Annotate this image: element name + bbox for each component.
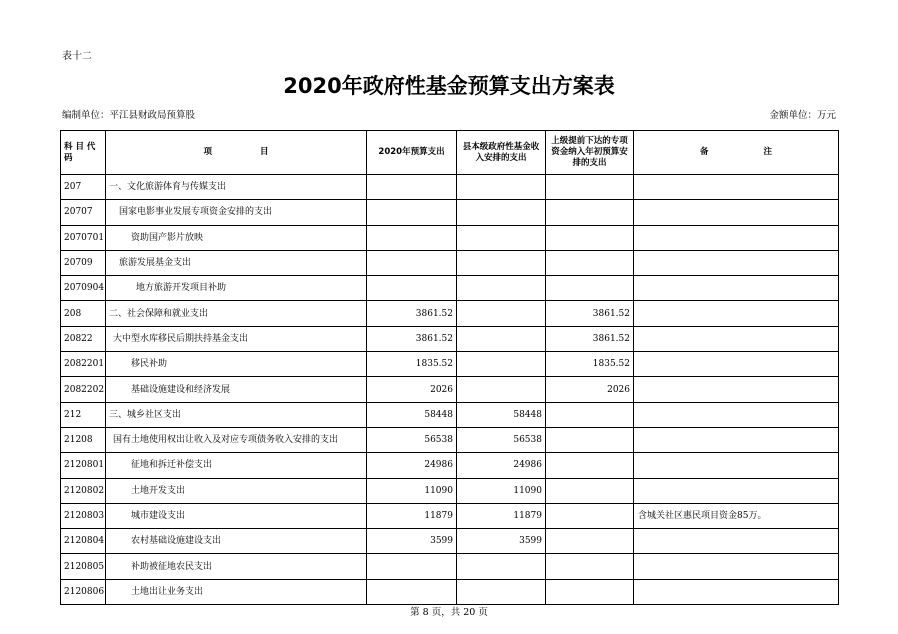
amount-unit-label: 金额单位：万元	[769, 110, 836, 121]
subject-code-cell: 20709	[61, 250, 106, 275]
county-fund-cell: 56538	[457, 427, 546, 452]
county-fund-cell: 11090	[457, 478, 546, 503]
remark-cell	[634, 579, 839, 604]
upper-fund-cell	[546, 402, 634, 427]
upper-fund-cell	[546, 427, 634, 452]
remark-cell	[634, 453, 839, 478]
table-row	[61, 503, 839, 528]
remark-cell	[634, 402, 839, 427]
subject-code-header	[61, 131, 106, 175]
upper-fund-cell: 3861.52	[546, 301, 634, 326]
subject-code-header-line1: 科 目 代	[64, 141, 96, 152]
item-name-cell: 二、社会保障和就业支出	[106, 301, 367, 326]
county-fund-cell	[457, 175, 546, 200]
county-fund-cell	[457, 301, 546, 326]
subject-code-cell: 2070904	[61, 276, 106, 301]
budget-cell	[367, 250, 457, 275]
budget-cell: 11879	[367, 503, 457, 528]
table-row	[61, 529, 839, 554]
county-fund-cell	[457, 326, 546, 351]
remark-cell	[634, 225, 839, 250]
county-fund-cell	[457, 250, 546, 275]
budget-cell: 58448	[367, 402, 457, 427]
subject-code-cell: 207	[61, 175, 106, 200]
upper-fund-cell: 1835.52	[546, 352, 634, 377]
subject-code-cell: 2082202	[61, 377, 106, 402]
budget-cell	[367, 200, 457, 225]
county-fund-cell: 58448	[457, 402, 546, 427]
remark-cell	[634, 554, 839, 579]
upper-fund-cell	[546, 478, 634, 503]
upper-fund-cell	[546, 250, 634, 275]
item-name-cell: 土地开发支出	[106, 478, 367, 503]
item-name-cell: 城市建设支出	[106, 503, 367, 528]
upper-fund-cell	[546, 225, 634, 250]
table-number-label: 表十二	[62, 51, 92, 62]
header-row	[61, 131, 839, 175]
subject-code-cell: 2120803	[61, 503, 106, 528]
budget-cell: 3861.52	[367, 326, 457, 351]
county-fund-cell: 3599	[457, 529, 546, 554]
table-row	[61, 377, 839, 402]
item-name-cell: 土地出让业务支出	[106, 579, 367, 604]
upper-fund-cell: 2026	[546, 377, 634, 402]
item-name-cell: 三、城乡社区支出	[106, 402, 367, 427]
item-name-cell: 大中型水库移民后期扶持基金支出	[106, 326, 367, 351]
upper-fund-cell: 3861.52	[546, 326, 634, 351]
budget-cell	[367, 175, 457, 200]
upper-fund-cell	[546, 503, 634, 528]
subject-code-cell: 20822	[61, 326, 106, 351]
subject-code-header-line2: 码	[64, 152, 73, 163]
county-fund-cell: 24986	[457, 453, 546, 478]
budget-table	[60, 130, 839, 605]
subject-code-cell: 212	[61, 402, 106, 427]
table-row	[61, 326, 839, 351]
county-fund-cell: 11879	[457, 503, 546, 528]
subject-code-cell: 2120801	[61, 453, 106, 478]
item-name-cell: 资助国产影片放映	[106, 225, 367, 250]
table-row	[61, 402, 839, 427]
table-row	[61, 276, 839, 301]
table-row	[61, 352, 839, 377]
table-row	[61, 478, 839, 503]
remark-cell	[634, 427, 839, 452]
remark-cell	[634, 250, 839, 275]
subject-code-cell: 2120806	[61, 579, 106, 604]
subject-code-cell: 20707	[61, 200, 106, 225]
subject-code-cell: 21208	[61, 427, 106, 452]
item-name-cell: 征地和拆迁补偿支出	[106, 453, 367, 478]
table-row	[61, 453, 839, 478]
item-name-cell: 地方旅游开发项目补助	[106, 276, 367, 301]
budget-cell: 56538	[367, 427, 457, 452]
table-row	[61, 554, 839, 579]
remark-cell	[634, 478, 839, 503]
subject-code-cell: 2120804	[61, 529, 106, 554]
table-row	[61, 250, 839, 275]
remark-cell	[634, 377, 839, 402]
page-title: 2020年政府性基金预算支出方案表	[283, 74, 615, 98]
item-name-cell: 基础设施建设和经济发展	[106, 377, 367, 402]
item-name-cell: 移民补助	[106, 352, 367, 377]
budget-cell: 3861.52	[367, 301, 457, 326]
upper-fund-cell	[546, 453, 634, 478]
compiler-unit-label: 编制单位：平江县财政局预算股	[62, 110, 196, 121]
item-name-cell: 一、文化旅游体育与传媒支出	[106, 175, 367, 200]
remark-cell	[634, 326, 839, 351]
county-fund-cell	[457, 579, 546, 604]
subject-code-cell: 2070701	[61, 225, 106, 250]
budget-cell: 1835.52	[367, 352, 457, 377]
upper-fund-cell	[546, 554, 634, 579]
subject-code-cell: 2120805	[61, 554, 106, 579]
item-name-cell: 旅游发展基金支出	[106, 250, 367, 275]
budget-2020-header: 2020年预算支出	[367, 131, 457, 175]
budget-cell	[367, 225, 457, 250]
county-fund-cell	[457, 200, 546, 225]
subject-code-cell: 2082201	[61, 352, 106, 377]
budget-cell: 24986	[367, 453, 457, 478]
subject-code-cell: 2120802	[61, 478, 106, 503]
upper-fund-cell	[546, 529, 634, 554]
county-fund-header: 县本级政府性基金收入安排的支出	[457, 131, 546, 175]
item-name-cell: 国家电影事业发展专项资金安排的支出	[106, 200, 367, 225]
item-name-cell: 农村基础设施建设支出	[106, 529, 367, 554]
county-fund-cell	[457, 554, 546, 579]
page-number-footer: 第 8 页，共 20 页	[410, 607, 488, 618]
remark-cell	[634, 352, 839, 377]
upper-fund-cell	[546, 175, 634, 200]
budget-cell: 11090	[367, 478, 457, 503]
county-fund-cell	[457, 225, 546, 250]
upper-fund-header: 上级提前下达的专项资金纳入年初预算安排的支出	[546, 131, 634, 175]
remark-cell	[634, 529, 839, 554]
remark-cell: 含城关社区惠民项目资金85万。	[634, 503, 839, 528]
remark-header: 备 注	[634, 131, 839, 175]
subject-code-cell: 208	[61, 301, 106, 326]
remark-cell	[634, 200, 839, 225]
table-row	[61, 225, 839, 250]
upper-fund-cell	[546, 276, 634, 301]
item-name-cell: 补助被征地农民支出	[106, 554, 367, 579]
budget-cell	[367, 276, 457, 301]
budget-cell: 2026	[367, 377, 457, 402]
upper-fund-cell	[546, 200, 634, 225]
remark-cell	[634, 276, 839, 301]
remark-cell	[634, 301, 839, 326]
table-row	[61, 579, 839, 604]
table-row	[61, 175, 839, 200]
table-header	[61, 131, 839, 175]
county-fund-cell	[457, 377, 546, 402]
table-row	[61, 200, 839, 225]
table-body	[61, 175, 839, 605]
table-row	[61, 427, 839, 452]
county-fund-cell	[457, 276, 546, 301]
item-header: 项 目	[106, 131, 367, 175]
upper-fund-cell	[546, 579, 634, 604]
budget-cell	[367, 554, 457, 579]
item-name-cell: 国有土地使用权出让收入及对应专项债务收入安排的支出	[106, 427, 367, 452]
county-fund-cell	[457, 352, 546, 377]
budget-cell: 3599	[367, 529, 457, 554]
budget-cell	[367, 579, 457, 604]
table-row	[61, 301, 839, 326]
remark-cell	[634, 175, 839, 200]
